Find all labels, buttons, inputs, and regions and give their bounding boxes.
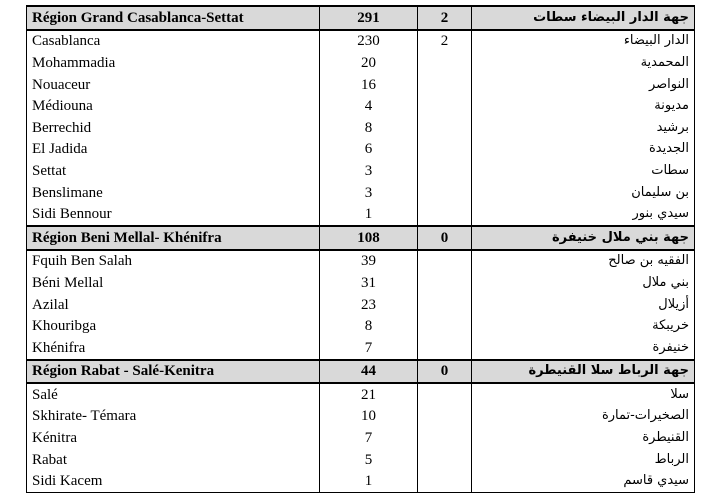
region-cases-table [26, 5, 695, 493]
city-second-value [418, 182, 472, 204]
city-name-fr: Béni Mellal [27, 272, 320, 294]
table-row [27, 427, 695, 449]
city-name-fr: Salé [27, 383, 320, 406]
table-row [27, 406, 695, 428]
city-name-fr: Rabat [27, 449, 320, 471]
region-header-row [27, 360, 695, 384]
city-second-value [418, 139, 472, 161]
city-second-value [418, 203, 472, 226]
region-second-value: 2 [418, 6, 472, 30]
city-second-value [418, 383, 472, 406]
city-name-ar: القنيطرة [472, 427, 695, 449]
city-count: 31 [320, 272, 418, 294]
city-second-value [418, 117, 472, 139]
region-header-row [27, 226, 695, 250]
region-name-fr: Région Grand Casablanca-Settat [27, 6, 320, 30]
city-count: 3 [320, 160, 418, 182]
city-count: 39 [320, 250, 418, 273]
city-name-fr: Fquih Ben Salah [27, 250, 320, 273]
city-second-value [418, 449, 472, 471]
region-name-fr: Région Beni Mellal- Khénifra [27, 226, 320, 250]
city-count: 16 [320, 74, 418, 96]
region-header-row [27, 6, 695, 30]
city-second-value [418, 315, 472, 337]
city-second-value [418, 52, 472, 74]
city-name-ar: الصخيرات-تمارة [472, 406, 695, 428]
city-count: 7 [320, 337, 418, 360]
table-row [27, 160, 695, 182]
city-name-ar: بن سليمان [472, 182, 695, 204]
city-count: 21 [320, 383, 418, 406]
table-row [27, 294, 695, 316]
table-row [27, 449, 695, 471]
region-total: 44 [320, 360, 418, 384]
table-row [27, 250, 695, 273]
city-count: 6 [320, 139, 418, 161]
table-row [27, 203, 695, 226]
city-second-value [418, 294, 472, 316]
region-cases-table-container [26, 5, 694, 493]
city-count: 5 [320, 449, 418, 471]
city-second-value [418, 74, 472, 96]
city-name-ar: خنيفرة [472, 337, 695, 360]
city-name-ar: الرباط [472, 449, 695, 471]
city-name-fr: Kénitra [27, 427, 320, 449]
city-second-value: 2 [418, 30, 472, 53]
city-second-value [418, 406, 472, 428]
city-name-ar: بني ملال [472, 272, 695, 294]
city-count: 10 [320, 406, 418, 428]
city-name-fr: Khénifra [27, 337, 320, 360]
city-name-ar: المحمدية [472, 52, 695, 74]
region-name-fr: Région Rabat - Salé-Kenitra [27, 360, 320, 384]
city-name-fr: Sidi Kacem [27, 470, 320, 492]
city-count: 1 [320, 470, 418, 492]
city-name-ar: سيدي قاسم [472, 470, 695, 492]
region-total: 291 [320, 6, 418, 30]
table-row [27, 337, 695, 360]
table-row [27, 52, 695, 74]
city-second-value [418, 160, 472, 182]
city-second-value [418, 337, 472, 360]
city-name-ar: سطات [472, 160, 695, 182]
region-name-ar: جهة الدار البيضاء سطات [472, 6, 695, 30]
city-name-fr: Azilal [27, 294, 320, 316]
city-count: 1 [320, 203, 418, 226]
city-name-ar: سيدي بنور [472, 203, 695, 226]
city-second-value [418, 427, 472, 449]
city-count: 230 [320, 30, 418, 53]
table-row [27, 182, 695, 204]
region-second-value: 0 [418, 226, 472, 250]
city-name-ar: الجديدة [472, 139, 695, 161]
city-count: 8 [320, 315, 418, 337]
city-count: 8 [320, 117, 418, 139]
table-row [27, 315, 695, 337]
city-count: 23 [320, 294, 418, 316]
table-row [27, 139, 695, 161]
city-second-value [418, 272, 472, 294]
city-count: 3 [320, 182, 418, 204]
table-row [27, 74, 695, 96]
table-row [27, 117, 695, 139]
city-name-fr: Khouribga [27, 315, 320, 337]
city-name-fr: Berrechid [27, 117, 320, 139]
city-name-fr: Skhirate- Témara [27, 406, 320, 428]
city-name-fr: Mohammadia [27, 52, 320, 74]
region-name-ar: جهة الرباط سلا القنيطرة [472, 360, 695, 384]
city-name-ar: الدار البيضاء [472, 30, 695, 53]
city-name-ar: خريبكة [472, 315, 695, 337]
city-name-ar: النواصر [472, 74, 695, 96]
table-body [27, 6, 695, 493]
city-name-ar: أزيلال [472, 294, 695, 316]
region-total: 108 [320, 226, 418, 250]
table-row [27, 470, 695, 492]
region-name-ar: جهة بني ملال خنيفرة [472, 226, 695, 250]
city-name-fr: El Jadida [27, 139, 320, 161]
city-name-ar: سلا [472, 383, 695, 406]
city-second-value [418, 250, 472, 273]
city-second-value [418, 95, 472, 117]
city-count: 7 [320, 427, 418, 449]
city-count: 4 [320, 95, 418, 117]
city-name-fr: Settat [27, 160, 320, 182]
city-name-ar: برشيد [472, 117, 695, 139]
table-row [27, 383, 695, 406]
city-name-fr: Benslimane [27, 182, 320, 204]
city-name-fr: Sidi Bennour [27, 203, 320, 226]
city-name-fr: Casablanca [27, 30, 320, 53]
table-row [27, 30, 695, 53]
table-row [27, 95, 695, 117]
table-row [27, 272, 695, 294]
city-name-fr: Nouaceur [27, 74, 320, 96]
city-second-value [418, 470, 472, 492]
city-name-ar: الفقيه بن صالح [472, 250, 695, 273]
city-name-ar: مديونة [472, 95, 695, 117]
city-name-fr: Médiouna [27, 95, 320, 117]
region-second-value: 0 [418, 360, 472, 384]
city-count: 20 [320, 52, 418, 74]
